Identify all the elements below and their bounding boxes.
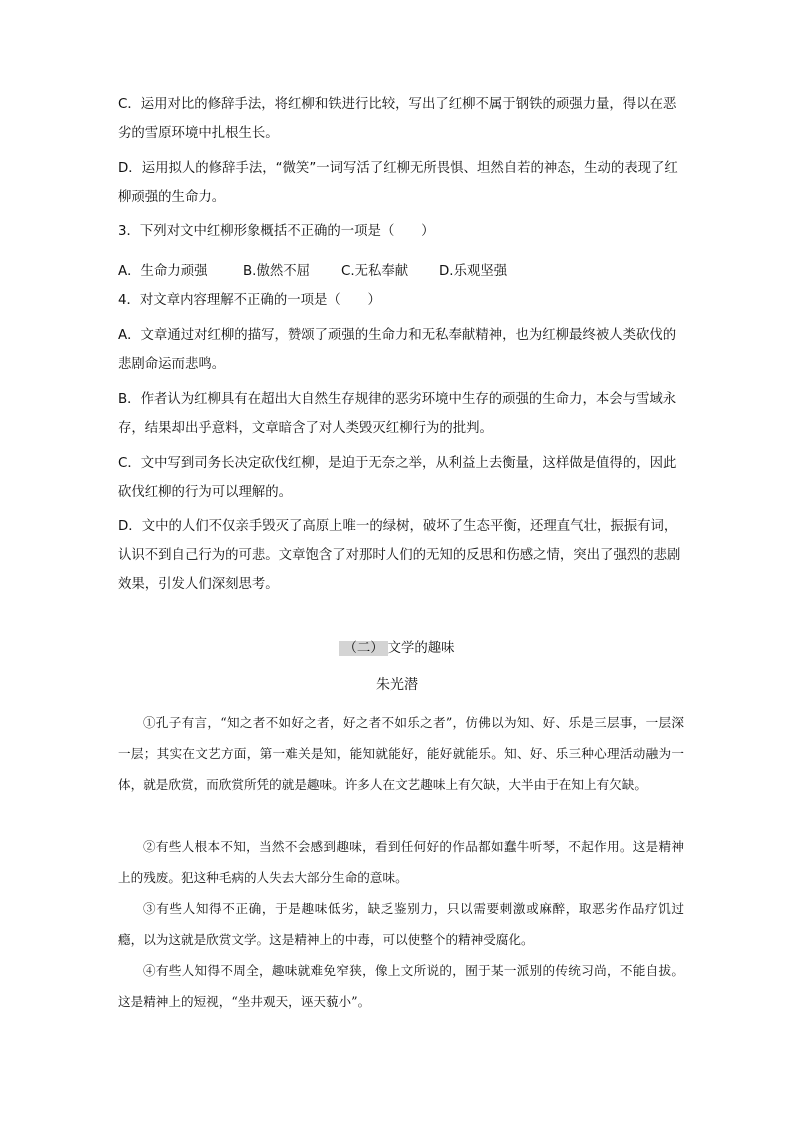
q2-option-c: C．运用对比的修辞手法，将红柳和铁进行比较，写出了红柳不属于钢铁的顽强力量，得以在恶劣的雪原环境中扎根生长。 (118, 97, 677, 141)
q4-option-a: A．文章通过对红柳的描写，赞颂了顽强的生命力和无私奉献精神，也为红柳最终被人类砍伐的悲剧命运而悲鸣。 (118, 328, 677, 372)
author-name: 朱光潜 (376, 677, 418, 693)
essay-paragraph-1: ①孔子有言，“知之者不如好之者，好之者不如乐之者”，仿佛以为知、好、乐是三层事，一层深一层；其实在文艺方面，第一难关是知，能知就能好，能好就能乐。知、好、乐三种心理活动融为一体，就是欣赏，而欣赏所凭的就是趣味。许多人在文艺趣味上有欠缺，大半由于在知上有欠缺。 (118, 715, 684, 792)
q3-options (118, 257, 507, 286)
q3-option-a: A．生命力顽强 (118, 264, 208, 279)
q3-stem: 3．下列对文中红柳形象概括不正确的一项是（ ） (118, 224, 435, 239)
essay-paragraph-4: ④有些人知得不周全，趣味就难免窄狭，像上文所说的，囿于某一派别的传统习尚，不能自拔。这是精神上的短视，“坐井观天，诬天藐小”。 (118, 963, 684, 1009)
section-heading (0, 638, 794, 660)
section-title: 文学的趣味 (387, 641, 455, 656)
essay-paragraph-2: ②有些人根本不知，当然不会感到趣味，看到任何好的作品都如蠢牛听琴，不起作用。这是精神上的残废。犯这种毛病的人失去大部分生命的意味。 (118, 839, 684, 885)
q4-option-d: D．文中的人们不仅亲手毁灭了高原上唯一的绿树，破坏了生态平衡，还理直气壮，振振有词，认识不到自己行为的可悲。文章饱含了对那时人们的无知的反思和伤感之情，突出了强烈的悲剧效果，引发人们深刻思考。 (118, 519, 681, 592)
q3-option-c: C.无私奉献 (341, 264, 409, 279)
section-number: （二） (339, 641, 387, 656)
q2-option-d: D．运用拟人的修辞手法，“微笑”一词写活了红柳无所畏惧、坦然自若的神态，生动的表现了红柳顽强的生命力。 (118, 161, 678, 205)
q4-stem: 4．对文章内容理解不正确的一项是（ ） (118, 293, 381, 308)
q3-option-d: D.乐观坚强 (439, 264, 508, 279)
q4-option-c: C．文中写到司务长决定砍伐红柳，是迫于无奈之举，从利益上去衡量，这样做是值得的，因此砍伐红柳的行为可以理解的。 (118, 456, 677, 500)
q4-option-b: B．作者认为红柳具有在超出大自然生存规律的恶劣环境中生存的顽强的生命力，本会与雪域永存，结果却出乎意料，文章暗含了对人类毁灭红柳行为的批判。 (118, 392, 677, 436)
essay-paragraph-3: ③有些人知得不正确，于是趣味低劣，缺乏鉴别力，只以需要刺激或麻醉，取恶劣作品疗饥过瘾，以为这就是欣赏文学。这是精神上的中毒，可以使整个的精神受腐化。 (118, 901, 684, 947)
q3-option-b: B.傲然不屈 (243, 264, 311, 279)
